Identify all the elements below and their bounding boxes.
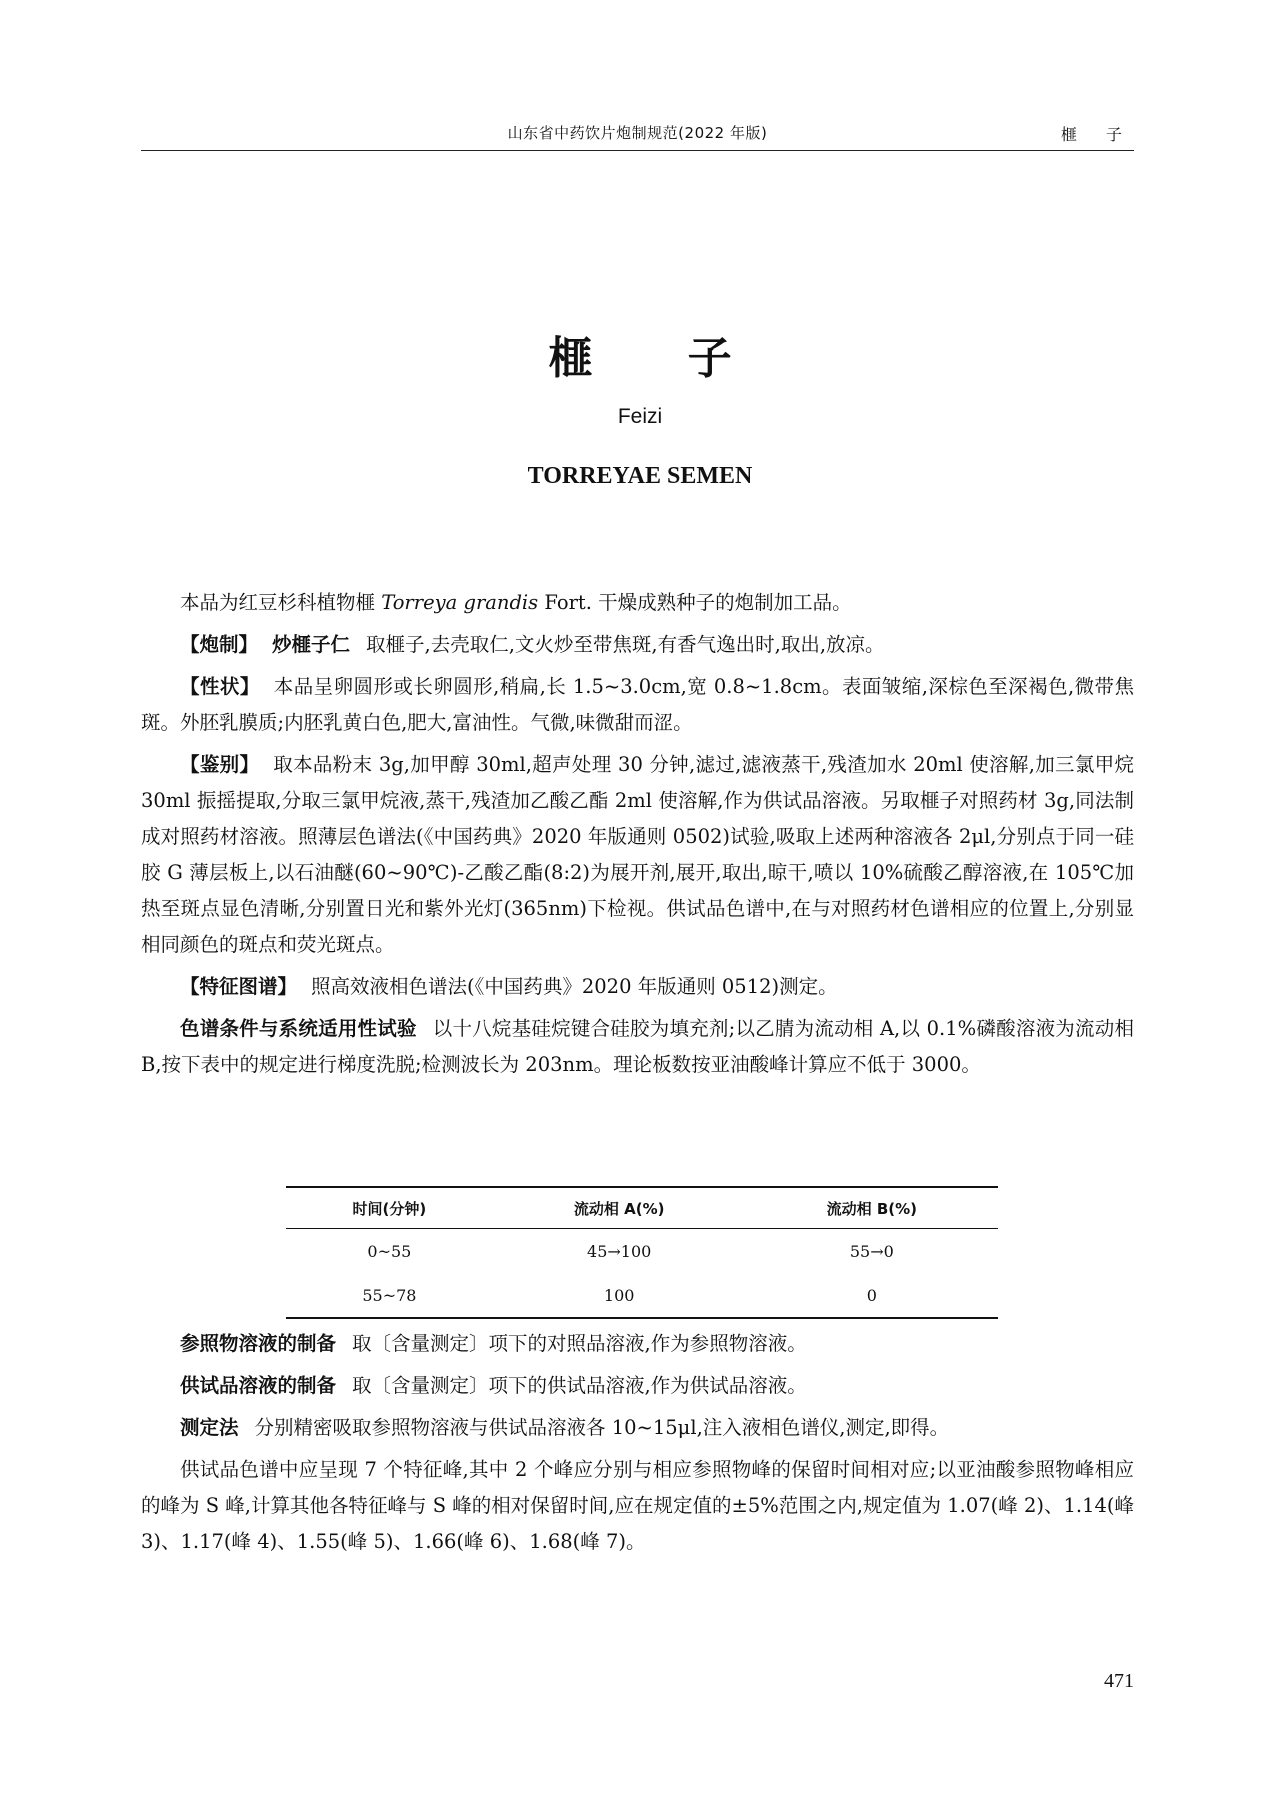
table-cell: 0~55 xyxy=(367,1241,412,1261)
characters-paragraph xyxy=(141,669,1134,741)
identification-paragraph xyxy=(141,747,1134,963)
reference-solution-label: 参照物溶液的制备 xyxy=(180,1332,337,1355)
intro-paragraph xyxy=(141,585,1134,621)
table-cell: 0 xyxy=(866,1285,877,1305)
identification-text: 取本品粉末 3g,加甲醇 30ml,超声处理 30 分钟,滤过,滤液蒸干,残渣加水 20ml 使溶解,加三氯甲烷 30ml 振摇提取,分取三氯甲烷液,蒸干,残渣加乙酸乙酯 2ml 使溶解,作为供试品溶液。另取榧子对照药材 3g,同法制成对照药材溶液。照薄层色谱法(《中国药典》2020 年版通则 0502)试验,吸取上述两种溶液各 2μl,分别点于同一硅胶 G 薄层板上,以石油醚(60~90℃)-乙酸乙酯(8:2)为展开剂,展开,取出,晾干,喷以 10%硫酸乙醇溶液,在 105℃加热至斑点显色清晰,分别置日光和紫外光灯(365nm)下检视。供试品色谱中,在与对照药材色谱相应的位置上,分别显相同颜色的斑点和荧光斑点。 xyxy=(141,753,1134,956)
running-header xyxy=(141,110,1134,151)
conditions-paragraph xyxy=(141,1011,1134,1083)
table-cell: 45→100 xyxy=(587,1241,652,1261)
processing-paragraph xyxy=(141,627,1134,663)
conditions-label: 色谱条件与系统适用性试验 xyxy=(180,1017,417,1040)
table-cell: 55~78 xyxy=(362,1285,417,1305)
gradient-table xyxy=(286,1186,998,1319)
reference-solution-paragraph xyxy=(141,1326,1134,1362)
intro-text-pre: 本品为红豆杉科植物榧 xyxy=(180,591,382,614)
table-row xyxy=(286,1273,998,1318)
method-label: 测定法 xyxy=(180,1416,239,1439)
method-paragraph xyxy=(141,1410,1134,1446)
identification-label: 【鉴别】 xyxy=(180,753,260,776)
test-solution-label: 供试品溶液的制备 xyxy=(180,1374,337,1397)
pinyin-title: Feizi xyxy=(617,405,663,428)
header-book-title: 山东省中药饮片炮制规范(2022 年版) xyxy=(507,124,768,142)
fingerprint-paragraph xyxy=(141,969,1134,1005)
method-text: 分别精密吸取参照物溶液与供试品溶液各 10~15μl,注入液相色谱仪,测定,即得。 xyxy=(254,1416,950,1439)
intro-text-post: Fort. 干燥成熟种子的炮制加工品。 xyxy=(538,591,852,614)
conditions-text: 以十八烷基硅烷键合硅胶为填充剂;以乙腈为流动相 A,以 0.1%磷酸溶液为流动相 B,按下表中的规定进行梯度洗脱;检测波长为 203nm。理论板数按亚油酸峰计算应不低于 3000。 xyxy=(141,1017,1134,1076)
table-header-phase-b: 流动相 B(%) xyxy=(826,1199,917,1218)
page-number: 471 xyxy=(1104,1670,1134,1692)
fingerprint-label: 【特征图谱】 xyxy=(180,975,298,998)
test-solution-text: 取〔含量测定〕项下的供试品溶液,作为供试品溶液。 xyxy=(352,1374,807,1397)
table-header-time: 时间(分钟) xyxy=(352,1199,427,1218)
processing-text: 取榧子,去壳取仁,文火炒至带焦斑,有香气逸出时,取出,放凉。 xyxy=(366,633,885,656)
monograph-body xyxy=(141,585,1134,1089)
table-header-phase-a: 流动相 A(%) xyxy=(573,1199,665,1218)
test-solution-paragraph xyxy=(141,1368,1134,1404)
gradient-table-wrapper xyxy=(286,1186,998,1319)
monograph-body-lower xyxy=(141,1326,1134,1566)
characters-text: 本品呈卵圆形或长卵圆形,稍扁,长 1.5~3.0cm,宽 0.8~1.8cm。表面皱缩,深棕色至深褐色,微带焦斑。外胚乳膜质;内胚乳黄白色,肥大,富油性。气微,味微甜而涩。 xyxy=(141,675,1134,734)
conclusion-paragraph: 供试品色谱中应呈现 7 个特征峰,其中 2 个峰应分别与相应参照物峰的保留时间相对应;以亚油酸参照物峰相应的峰为 S 峰,计算其他各特征峰与 S 峰的相对保留时间,应在规定值的±5%范围之内,规定值为 1.07(峰 2)、1.14(峰 3)、1.17(峰 4)、1.55(峰 5)、1.66(峰 6)、1.68(峰 7)。 xyxy=(141,1458,1135,1553)
table-header-row xyxy=(286,1187,998,1229)
characters-label: 【性状】 xyxy=(180,675,260,698)
latin-title: TORREYAE SEMEN xyxy=(527,463,753,489)
reference-solution-text: 取〔含量测定〕项下的对照品溶液,作为参照物溶液。 xyxy=(352,1332,807,1355)
page-title: 榧 子 xyxy=(548,333,772,384)
table-cell: 55→0 xyxy=(849,1241,894,1261)
header-section-title: 榧 子 xyxy=(1060,125,1134,144)
fingerprint-text: 照高效液相色谱法(《中国药典》2020 年版通则 0512)测定。 xyxy=(311,975,838,998)
species-name: Torreya grandis xyxy=(381,591,539,614)
processing-sublabel: 炒榧子仁 xyxy=(272,633,351,656)
processing-label: 【炮制】 xyxy=(180,633,259,656)
table-cell: 100 xyxy=(603,1285,635,1305)
table-row xyxy=(286,1229,998,1274)
